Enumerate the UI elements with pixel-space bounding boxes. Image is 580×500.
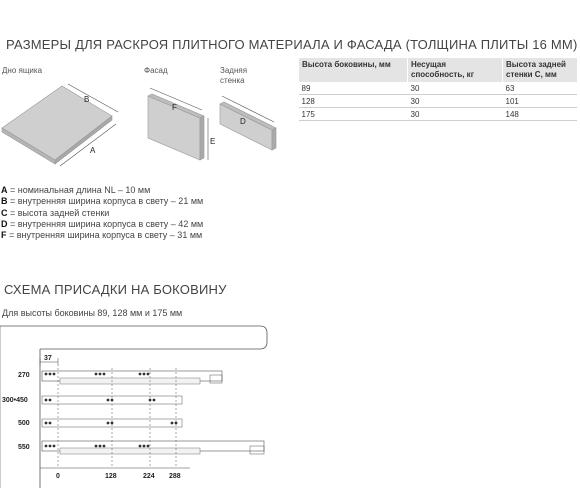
label-back-wall-2: стенка — [220, 76, 245, 85]
dim-letter-e: E — [210, 137, 216, 146]
x-label-0: 0 — [56, 473, 60, 480]
drawer-bottom-panel — [2, 84, 118, 166]
label-facade: Фасад — [144, 66, 168, 75]
label-back-wall-1: Задняя — [220, 66, 248, 75]
dim-letter-d: D — [240, 117, 246, 126]
side-height-table — [298, 58, 577, 121]
back-wall-panel — [220, 96, 276, 150]
table-header-cell: Высота задней стенки С, мм — [503, 58, 578, 82]
table-cell: 89 — [299, 82, 408, 95]
x-label-128: 128 — [105, 473, 117, 480]
dim-letter-b: B — [84, 95, 90, 104]
table-row — [299, 95, 578, 108]
table-header-row — [299, 58, 578, 82]
legend-item: D = внутренняя ширина корпуса в свету – 42 мм — [1, 218, 204, 229]
section-title-drilling-scheme: СХЕМА ПРИСАДКИ НА БОКОВИНУ — [4, 282, 227, 297]
table-header-cell: Высота боковины, мм — [299, 58, 408, 82]
runner-rail-550 — [42, 441, 264, 454]
legend-item: B = внутренняя ширина корпуса в свету – 21 мм — [1, 196, 204, 207]
table-cell: 63 — [503, 82, 578, 95]
drilling-diagram — [0, 318, 290, 500]
table-cell: 128 — [299, 95, 408, 108]
table-cell: 101 — [503, 95, 578, 108]
table-cell: 148 — [503, 108, 578, 121]
legend-item: A = номинальная длина NL – 10 мм — [1, 185, 151, 195]
row-label-500: 500 — [18, 420, 30, 427]
x-label-288: 288 — [169, 473, 181, 480]
cutting-diagram — [0, 78, 290, 188]
dimension-legend — [1, 185, 203, 241]
table-cell: 30 — [408, 95, 503, 108]
dim-letter-a: A — [90, 146, 96, 155]
label-drawer-bottom: Дно ящика — [2, 66, 43, 75]
row-label-550: 550 — [18, 444, 30, 451]
table-cell: 30 — [408, 82, 503, 95]
row-label-300-450: 300•450 — [2, 397, 28, 404]
runner-rail-270 — [42, 371, 222, 384]
x-label-224: 224 — [143, 473, 155, 480]
table-row — [299, 108, 578, 121]
section-title-cutting-sizes: РАЗМЕРЫ ДЛЯ РАСКРОЯ ПЛИТНОГО МАТЕРИАЛА И ФАСАДА (ТОЛЩИНА ПЛИТЫ 16 ММ) — [6, 37, 578, 52]
table-cell: 30 — [408, 108, 503, 121]
table-header-cell: Несущая способность, кг — [408, 58, 503, 82]
dim-letter-f: F — [172, 103, 177, 112]
drilling-scheme-subtitle: Для высоты боковины 89, 128 мм и 175 мм — [2, 308, 183, 318]
legend-item: F = внутренняя ширина корпуса в свету – 31 мм — [1, 230, 203, 241]
legend-item: C = высота задней стенки — [1, 207, 110, 218]
row-label-270: 270 — [18, 372, 30, 379]
table-row — [299, 82, 578, 95]
facade-panel — [148, 88, 215, 160]
dim-37: 37 — [44, 355, 52, 362]
table-cell: 175 — [299, 108, 408, 121]
